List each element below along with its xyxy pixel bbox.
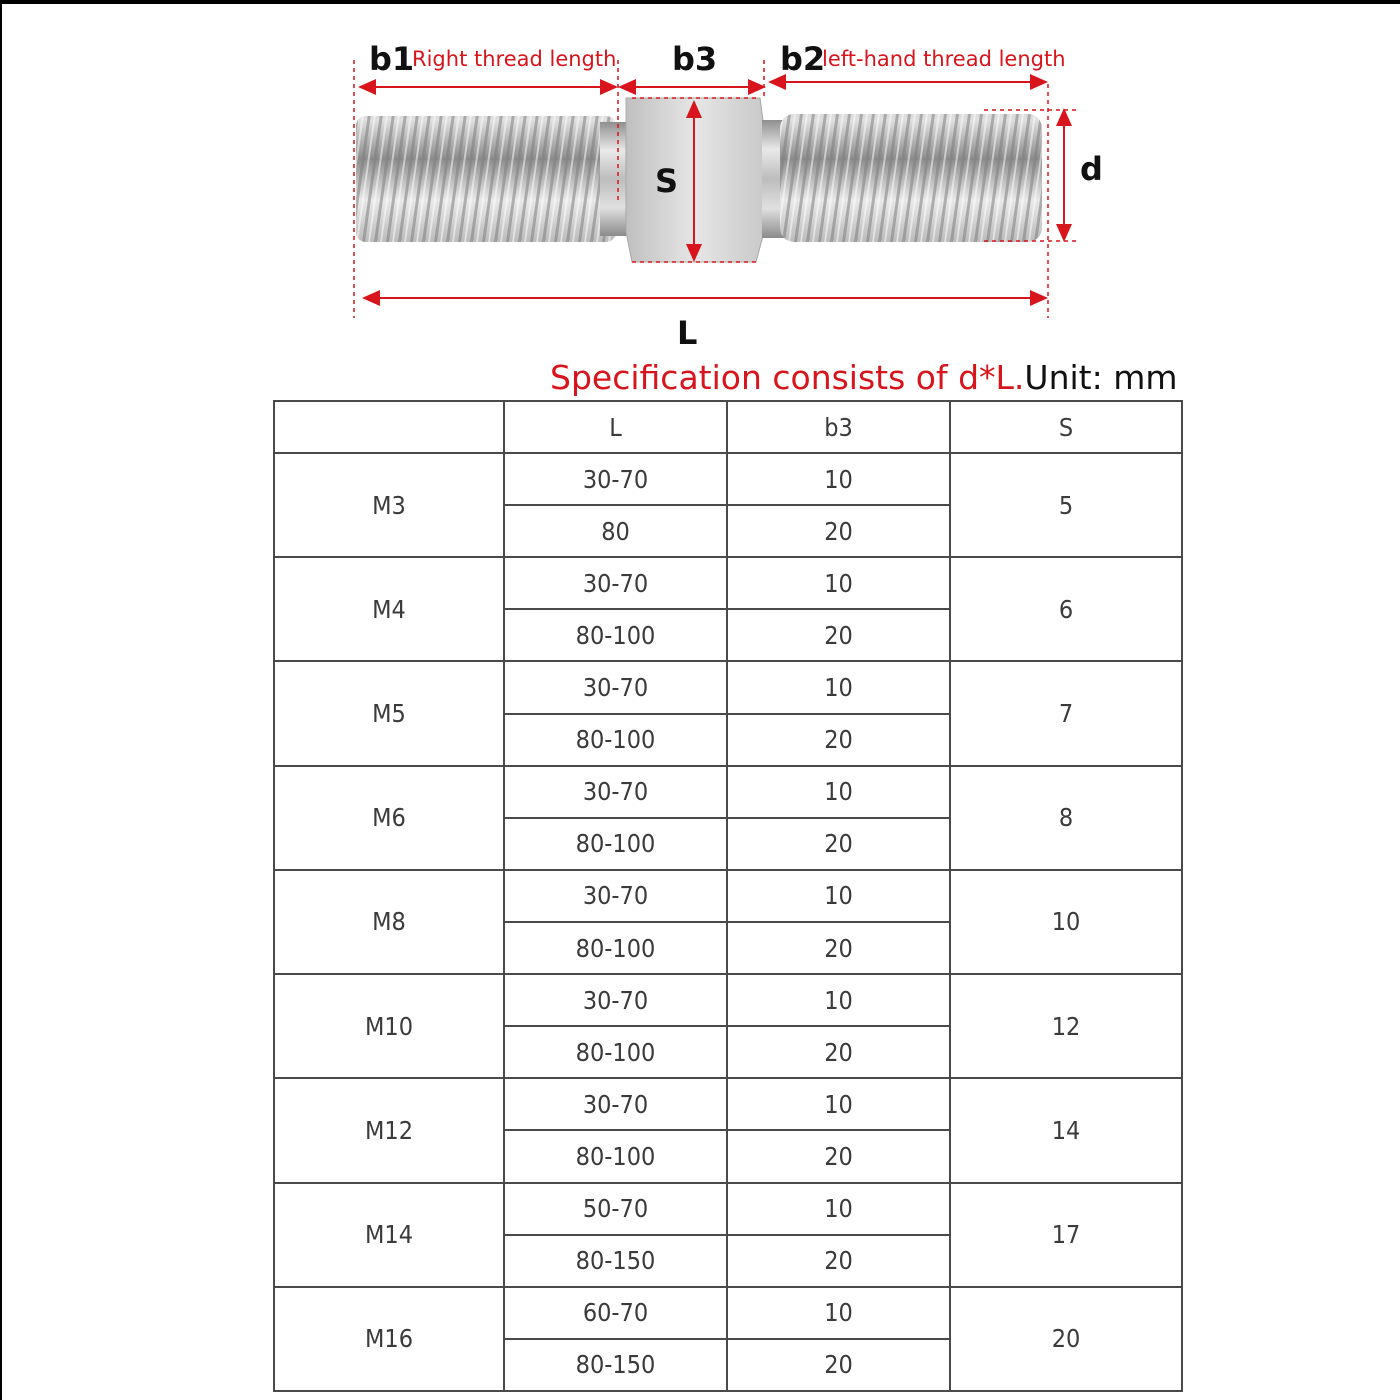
header-s: S (950, 401, 1182, 453)
b3-cell: 10 (727, 1183, 950, 1235)
length-cell: 50-70 (504, 1183, 727, 1235)
b3-cell: 10 (727, 453, 950, 505)
length-cell: 30-70 (504, 453, 727, 505)
right-thread-section (356, 116, 626, 242)
s-cell: 12 (950, 974, 1182, 1078)
table-row (274, 1287, 1182, 1339)
length-cell: 30-70 (504, 870, 727, 922)
size-cell: M8 (274, 870, 504, 974)
length-cell: 80-100 (504, 1026, 727, 1078)
length-cell: 80-150 (504, 1339, 727, 1391)
length-cell: 30-70 (504, 766, 727, 818)
size-cell: M10 (274, 974, 504, 1078)
length-cell: 80-100 (504, 609, 727, 661)
length-cell: 30-70 (504, 1078, 727, 1130)
table-row (274, 661, 1182, 713)
left-thread-section (762, 114, 1042, 242)
d-label: d (1080, 150, 1103, 188)
b3-cell: 10 (727, 661, 950, 713)
b3-cell: 10 (727, 974, 950, 1026)
size-cell: M14 (274, 1183, 504, 1287)
b3-cell: 20 (727, 1339, 950, 1391)
length-cell: 30-70 (504, 661, 727, 713)
l-label: L (677, 314, 698, 352)
table-row (274, 453, 1182, 505)
b3-cell: 20 (727, 714, 950, 766)
s-cell: 7 (950, 661, 1182, 765)
s-cell: 14 (950, 1078, 1182, 1182)
size-cell: M5 (274, 661, 504, 765)
stud-diagram (0, 0, 1400, 360)
size-cell: M12 (274, 1078, 504, 1182)
size-cell: M16 (274, 1287, 504, 1391)
length-cell: 80-100 (504, 714, 727, 766)
specification-caption (550, 358, 1178, 397)
size-cell: M6 (274, 766, 504, 870)
length-cell: 30-70 (504, 974, 727, 1026)
b3-cell: 20 (727, 609, 950, 661)
b3-cell: 20 (727, 1130, 950, 1182)
header-b3: b3 (727, 401, 950, 453)
b1-label: b1 (369, 40, 415, 78)
length-cell: 80 (504, 505, 727, 557)
b3-cell: 20 (727, 1026, 950, 1078)
b3-label: b3 (672, 40, 718, 78)
table-row (274, 1078, 1182, 1130)
length-cell: 80-150 (504, 1235, 727, 1287)
b3-cell: 20 (727, 1235, 950, 1287)
s-cell: 5 (950, 453, 1182, 557)
specification-text: Specification consists of d*L. (550, 358, 1025, 397)
length-cell: 80-100 (504, 818, 727, 870)
b3-cell: 20 (727, 505, 950, 557)
b3-cell: 20 (727, 818, 950, 870)
b3-cell: 10 (727, 1078, 950, 1130)
s-cell: 20 (950, 1287, 1182, 1391)
s-cell: 6 (950, 557, 1182, 661)
s-label: S (655, 162, 679, 200)
s-cell: 17 (950, 1183, 1182, 1287)
table-row (274, 766, 1182, 818)
size-cell: M4 (274, 557, 504, 661)
s-cell: 10 (950, 870, 1182, 974)
table-header-row (274, 401, 1182, 453)
table-row (274, 557, 1182, 609)
spec-table (273, 400, 1183, 1392)
b1-note: Right thread length (412, 47, 617, 71)
b3-cell: 20 (727, 922, 950, 974)
table-row (274, 974, 1182, 1026)
spec-table-body (274, 453, 1182, 1391)
b2-note: left-hand thread length (822, 47, 1066, 71)
unit-text: Unit: mm (1024, 358, 1178, 397)
b3-cell: 10 (727, 766, 950, 818)
length-cell: 60-70 (504, 1287, 727, 1339)
b3-cell: 10 (727, 870, 950, 922)
length-cell: 80-100 (504, 1130, 727, 1182)
s-cell: 8 (950, 766, 1182, 870)
table-row (274, 870, 1182, 922)
b3-cell: 10 (727, 557, 950, 609)
length-cell: 80-100 (504, 922, 727, 974)
length-cell: 30-70 (504, 557, 727, 609)
size-cell: M3 (274, 453, 504, 557)
b3-cell: 10 (727, 1287, 950, 1339)
table-row (274, 1183, 1182, 1235)
header-l: L (504, 401, 727, 453)
header-size (274, 401, 504, 453)
b2-label: b2 (780, 40, 826, 78)
